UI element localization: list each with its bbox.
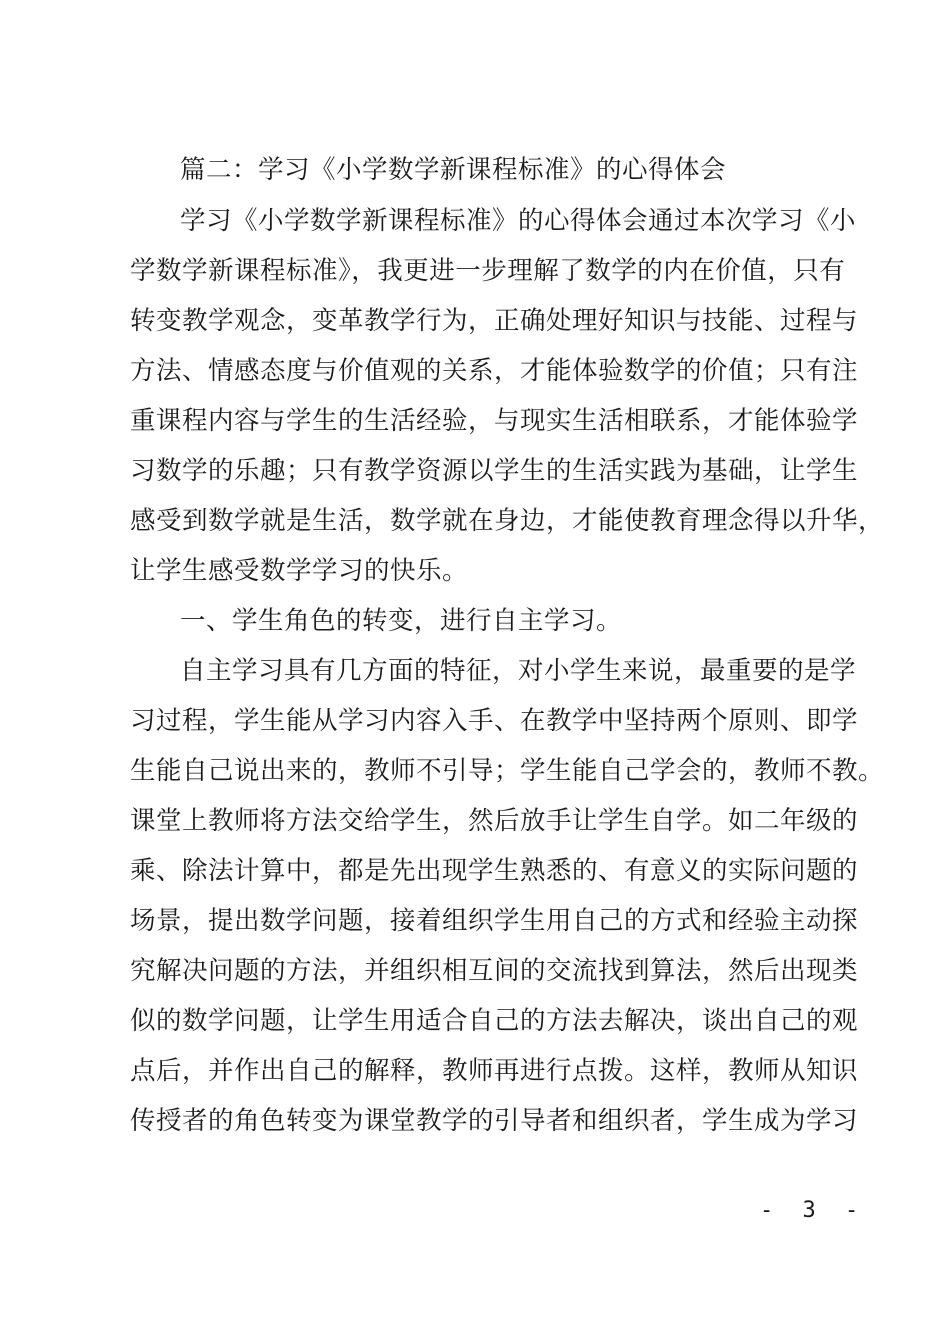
paragraph-1-line-4: 方法、情感态度与价值观的关系，才能体验数学的价值；只有注	[130, 356, 859, 386]
paragraph-1-line-6: 习数学的乐趣；只有教学资源以学生的生活实践为基础，让学生	[130, 456, 859, 486]
paragraph-3-line-10: 传授者的角色转变为课堂教学的引导者和组织者，学生成为学习	[130, 1106, 859, 1136]
paragraph-3-line-8: 似的数学问题，让学生用适合自己的方法去解决，谈出自己的观	[130, 1006, 859, 1036]
document-title: 篇二：学习《小学数学新课程标准》的心得体会	[180, 155, 727, 185]
paragraph-3-line-2: 习过程，学生能从学习内容入手、在教学中坚持两个原则、即学	[130, 706, 859, 736]
paragraph-1-line-8: 让学生感受数学学习的快乐。	[130, 556, 469, 586]
paragraph-1-line-5: 重课程内容与学生的生活经验，与现实生活相联系，才能体验学	[130, 406, 859, 436]
paragraph-3-line-9: 点后，并作出自己的解释，教师再进行点拨。这样，教师从知识	[130, 1056, 859, 1086]
paragraph-1-line-1: 学习《小学数学新课程标准》的心得体会通过本次学习《小	[180, 206, 857, 236]
paragraph-3-line-5: 乘、除法计算中，都是先出现学生熟悉的、有意义的实际问题的	[130, 856, 859, 886]
paragraph-1-line-7: 感受到数学就是生活，数学就在身边，才能使教育理念得以升华，	[130, 506, 885, 536]
paragraph-3-line-1: 自主学习具有几方面的特征，对小学生来说，最重要的是学	[180, 656, 857, 686]
section-heading-1: 一、学生角色的转变，进行自主学习。	[180, 606, 623, 636]
paragraph-3-line-7: 究解决问题的方法，并组织相互间的交流找到算法，然后出现类	[130, 956, 859, 986]
paragraph-3-line-4: 课堂上教师将方法交给学生，然后放手让学生自学。如二年级的	[130, 806, 859, 836]
paragraph-3-line-3: 生能自己说出来的，教师不引导；学生能自己学会的，教师不教。	[130, 756, 885, 786]
paragraph-1-line-2: 学数学新课程标准》，我更进一步理解了数学的内在价值，只有	[130, 256, 846, 286]
paragraph-3-line-6: 场景，提出数学问题，接着组织学生用自己的方式和经验主动探	[130, 906, 859, 936]
paragraph-1-line-3: 转变教学观念，变革教学行为，正确处理好知识与技能、过程与	[130, 306, 859, 336]
page-number: - 3 -	[760, 1198, 867, 1223]
